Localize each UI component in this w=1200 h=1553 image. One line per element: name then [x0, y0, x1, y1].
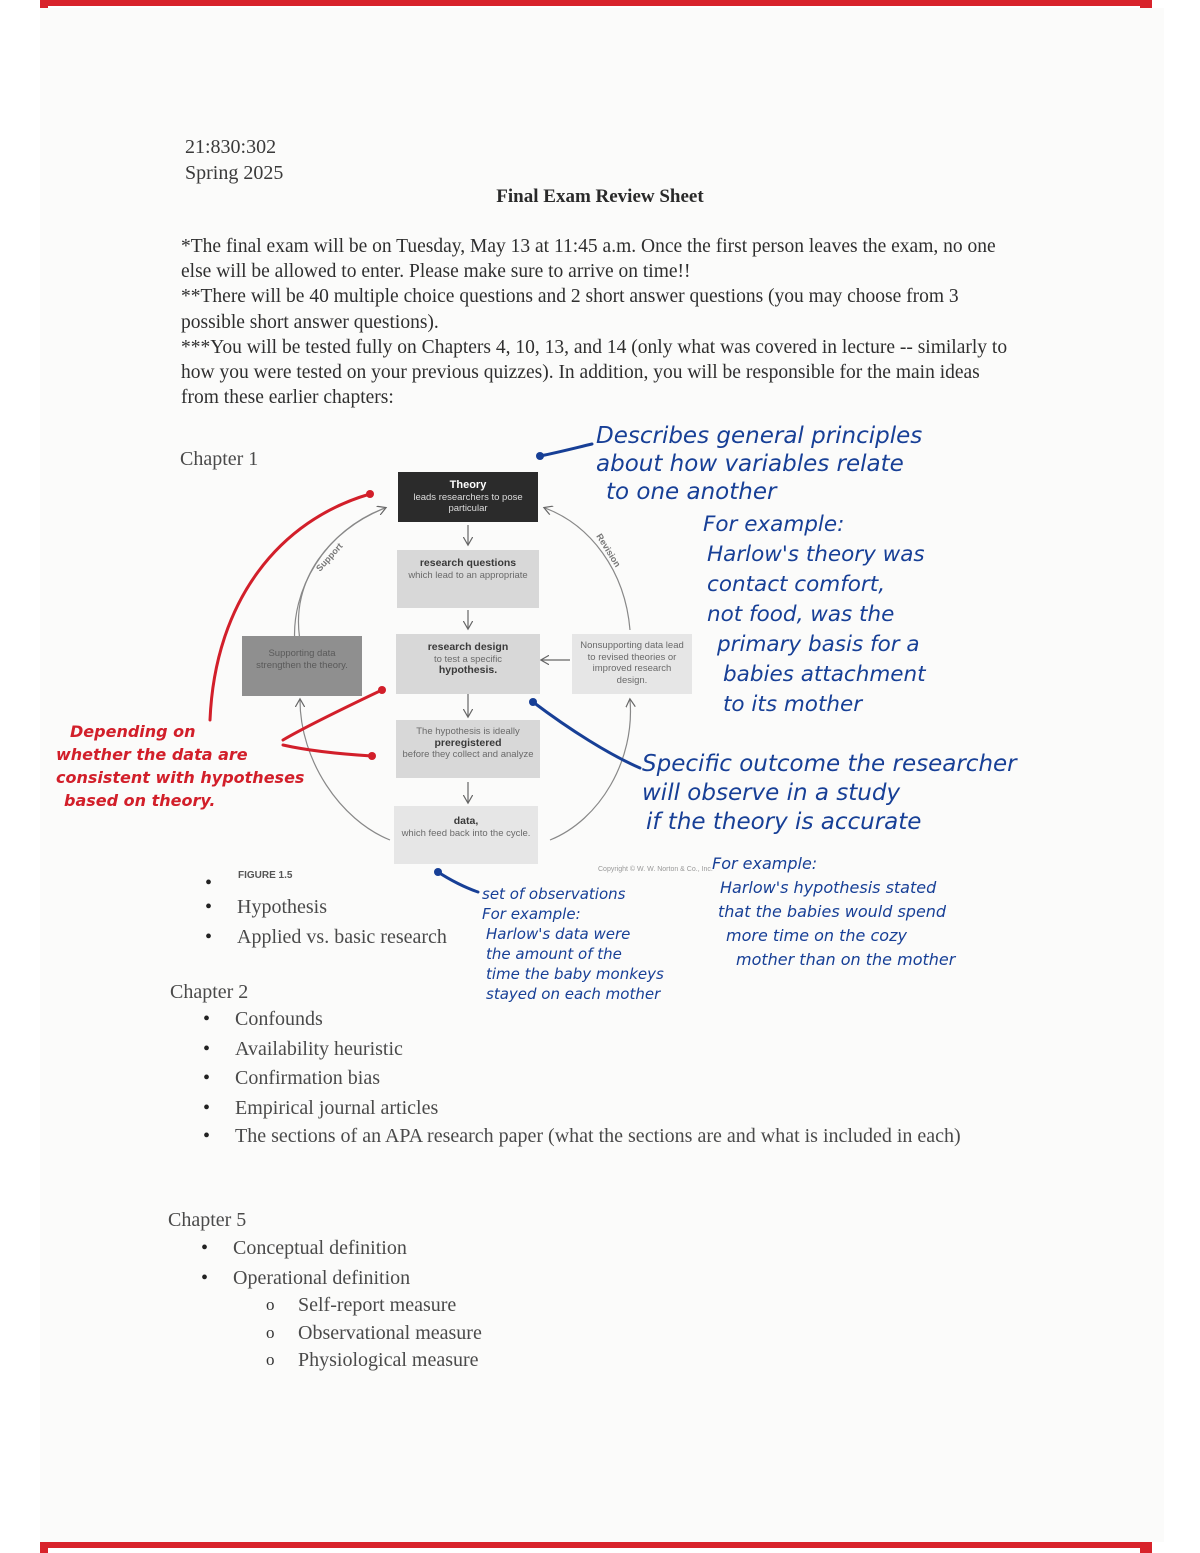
theory-example-line: not food, was the	[707, 602, 895, 627]
theory-pointer	[540, 444, 592, 456]
rd-box-text: to test a specific	[433, 653, 503, 665]
data-note	[482, 884, 664, 1004]
data-note-line: the amount of the	[486, 945, 622, 963]
intro-paragraph-2: **There will be 40 multiple choice questions and 2 short answer questions (you may choose from 3 possible short answer questions).	[181, 286, 959, 333]
hypothesis-example-line: Harlow's hypothesis stated	[720, 878, 937, 897]
red-dot-mid	[378, 686, 386, 694]
hypothesis-example-line: mother than on the mother	[736, 950, 956, 969]
prereg-box-pre: The hypothesis is ideally	[416, 726, 520, 737]
red-dot-low	[368, 752, 376, 760]
intro-paragraph-1: *The final exam will be on Tuesday, May 13 at 11:45 a.m. Once the first person leaves the exam, no one else will be allowed to enter. Please make sure to arrive on time!!	[181, 236, 996, 283]
theory-box-title: Theory	[449, 479, 487, 491]
data-note-line: For example:	[482, 905, 581, 923]
hypothesis-note-line: will observe in a study	[642, 780, 901, 806]
chapter-2-item: • The sections of an APA research paper (what the sections are and what is included in each)	[203, 1123, 1003, 1150]
data-note-line: set of observations	[482, 885, 626, 903]
chapter-5-item: • Conceptual definition	[201, 1234, 410, 1264]
theory-example-note	[703, 510, 926, 720]
chapter-2-item: • Confounds	[203, 1005, 1003, 1035]
chapter-5-subitem: o Self-report measure	[266, 1292, 482, 1320]
theory-box-text: leads researchers to pose particular	[413, 491, 523, 514]
red-curve-top	[210, 494, 370, 720]
theory-pointer-dot	[536, 452, 544, 460]
red-note-line: whether the data are	[56, 745, 248, 764]
nonsupporting-data-text: Nonsupporting data lead to revised theories or improved research design.	[580, 640, 684, 686]
rq-box-title: research questions	[419, 557, 517, 569]
theory-example-line: primary basis for a	[717, 632, 920, 657]
support-label: Support	[314, 541, 345, 574]
hypothesis-example-line: that the babies would spend	[718, 902, 947, 921]
course-number: 21:830:302	[185, 136, 277, 158]
prereg-box-text: before they collect and analyze	[402, 749, 534, 760]
data-note-line: Harlow's data were	[486, 925, 631, 943]
rd-box-title: research design	[427, 641, 509, 653]
prereg-box-title: preregistered	[434, 736, 502, 749]
red-note	[56, 720, 304, 812]
theory-example-line: babies attachment	[723, 662, 926, 687]
hypothesis-pointer	[533, 702, 640, 768]
theory-note-line: about how variables relate	[596, 451, 904, 477]
hypothesis-example-line: more time on the cozy	[726, 926, 907, 945]
chapter-2-heading: Chapter 2	[170, 981, 249, 1003]
data-pointer	[438, 872, 478, 892]
data-box-text: which feed back into the cycle.	[401, 827, 531, 839]
supporting-data-text: Supporting data strengthen the theory.	[256, 648, 348, 671]
figure-label: FIGURE 1.5	[238, 870, 293, 881]
data-note-line: time the baby monkeys	[486, 965, 664, 983]
data-pointer-dot	[434, 868, 442, 876]
theory-note-line: Describes general principles	[596, 423, 923, 449]
hypothesis-note	[642, 750, 1017, 837]
chapter-1-heading: Chapter 1	[180, 448, 259, 470]
chapter-5-item: • Operational definition	[201, 1264, 410, 1294]
chapter-5-heading: Chapter 5	[168, 1209, 247, 1231]
hypothesis-note-line: Specific outcome the researcher	[642, 751, 1017, 777]
red-note-line: based on theory.	[64, 791, 216, 810]
theory-example-line: For example:	[703, 512, 845, 537]
chapter-2-item: • Availability heuristic	[203, 1035, 1003, 1065]
red-dot-top	[366, 490, 374, 498]
chapter-5-subitem: o Physiological measure	[266, 1347, 482, 1375]
chapter-2-item: • Confirmation bias	[203, 1064, 1003, 1094]
revision-label: Revision	[594, 531, 623, 569]
hypothesis-note-line: if the theory is accurate	[646, 809, 922, 835]
red-note-line: Depending on	[70, 722, 196, 741]
data-note-line: stayed on each mother	[486, 985, 661, 1003]
chapter-1-item: • Applied vs. basic research	[205, 923, 447, 953]
theory-example-line: contact comfort,	[707, 572, 886, 597]
intro-paragraph-3: ***You will be tested fully on Chapters 4, 10, 13, and 14 (only what was covered in lecture -- similarly to how you were tested on your previous quizzes). In addition, you will be responsible for the main ideas from these earlier chapters:	[181, 336, 1008, 409]
chapter-1-item: • Hypothesis	[205, 893, 447, 923]
hypothesis-pointer-dot	[529, 698, 537, 706]
page-title: Final Exam Review Sheet	[496, 186, 704, 207]
theory-note-line: to one another	[606, 479, 777, 505]
data-box-title: data,	[453, 815, 479, 827]
theory-example-line: Harlow's theory was	[707, 542, 925, 567]
chapter-5-subitem: o Observational measure	[266, 1320, 482, 1348]
hypothesis-example-line: For example:	[712, 854, 818, 873]
figure-credit: Copyright © W. W. Norton & Co., Inc.	[598, 866, 713, 873]
chapter-2-item: • Empirical journal articles	[203, 1094, 1003, 1124]
hypothesis-example-note	[712, 852, 955, 972]
red-note-line: consistent with hypotheses	[56, 768, 305, 787]
term: Spring 2025	[185, 162, 284, 184]
rq-box-text: which lead to an appropriate	[408, 569, 528, 581]
theory-note	[596, 422, 922, 506]
theory-example-line: to its mother	[723, 692, 863, 717]
rd-box-hypothesis: hypothesis.	[438, 664, 498, 676]
